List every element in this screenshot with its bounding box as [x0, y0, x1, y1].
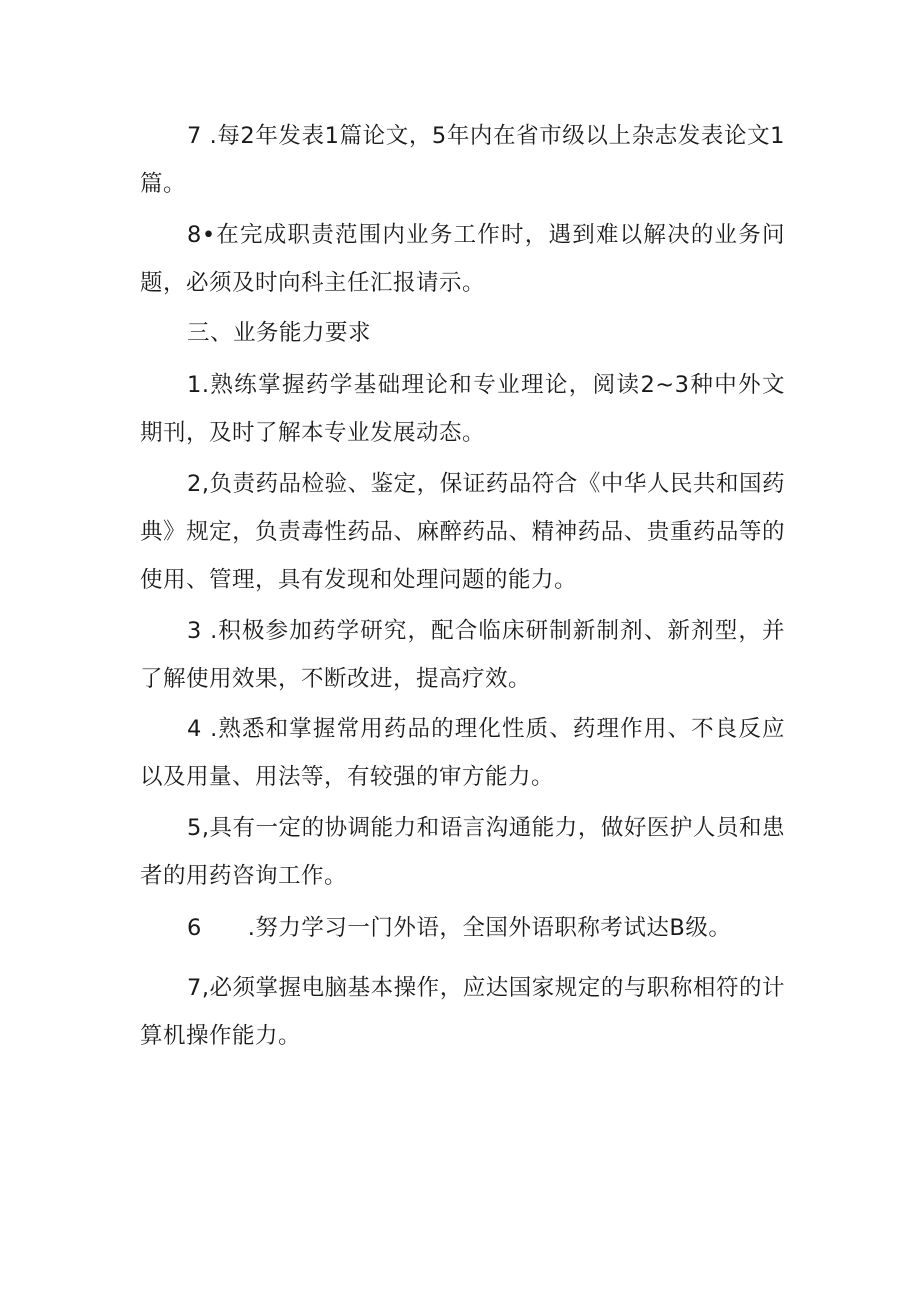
paragraph-item-7-computer-skills: 7,必须掌握电脑基本操作，应达国家规定的与职称相符的计算机操作能力。: [140, 975, 785, 1049]
paragraph-item-5-communication: 5,具有一定的协调能力和语言沟通能力，做好医护人员和患者的用药咨询工作。: [140, 815, 785, 889]
paragraph-item-7-publish-papers: 7 .每2年发表1篇论文，5年内在省市级以上杂志发表论文1篇。: [140, 123, 785, 197]
document-body: [140, 112, 785, 1060]
paragraph-item-1-theory-mastery: 1.熟练掌握药学基础理论和专业理论，阅读2~3种中外文期刊，及时了解本专业发展动态。: [140, 372, 785, 446]
paragraph-item-6-foreign-language: 6 .努力学习一门外语，全国外语职称考试达B级。: [187, 915, 732, 941]
paragraph-item-3-research: 3 .积极参加药学研究，配合临床研制新制剂、新剂型，并了解使用效果，不断改进，提高疗效。: [140, 618, 785, 692]
paragraph-item-2-drug-inspection: 2,负责药品检验、鉴定，保证药品符合《中华人民共和国药典》规定，负责毒性药品、麻醉药品、精神药品、贵重药品等的使用、管理，具有发现和处理问题的能力。: [140, 471, 785, 593]
paragraph-item-8-report-issues: 8•在完成职责范围内业务工作时，遇到难以解决的业务问题，必须及时向科主任汇报请示。: [140, 222, 785, 296]
paragraph-item-4-drug-properties: 4 .熟悉和掌握常用药品的理化性质、药理作用、不良反应以及用量、用法等，有较强的审方能力。: [140, 716, 785, 790]
section-heading-business-ability: 三、业务能力要求: [187, 320, 372, 346]
